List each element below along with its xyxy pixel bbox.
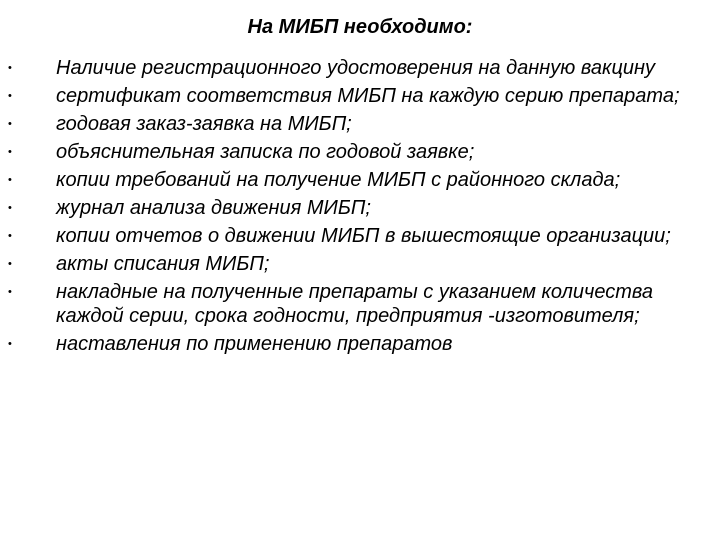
list-item xyxy=(0,56,720,80)
bullet-icon: • xyxy=(8,258,12,270)
list-item-text: наставления по применению препаратов xyxy=(56,333,453,355)
list-item xyxy=(0,224,720,248)
requirements-list xyxy=(0,56,720,356)
bullet-icon: • xyxy=(8,202,12,214)
list-item-text: годовая заказ-заявка на МИБП; xyxy=(56,113,352,135)
bullet-icon: • xyxy=(8,118,12,130)
bullet-icon: • xyxy=(8,230,12,242)
list-item xyxy=(0,140,720,164)
list-item-text: акты списания МИБП; xyxy=(56,253,270,275)
bullet-icon: • xyxy=(8,338,12,350)
list-item-text: сертификат соответствия МИБП на каждую серию препарата; xyxy=(56,85,680,107)
list-item-text: объяснительная записка по годовой заявке; xyxy=(56,141,475,163)
list-item xyxy=(0,196,720,220)
bullet-icon: • xyxy=(8,62,12,74)
list-item xyxy=(0,168,720,192)
list-item xyxy=(0,280,720,328)
list-item xyxy=(0,332,720,356)
page-title: На МИБП необходимо: xyxy=(247,16,473,38)
bullet-icon: • xyxy=(8,146,12,158)
list-item-text: Наличие регистрационного удостоверения на данную вакцину xyxy=(56,57,656,79)
list-item-text: журнал анализа движения МИБП; xyxy=(56,197,371,219)
bullet-icon: • xyxy=(8,174,12,186)
list-item-text: копии отчетов о движении МИБП в вышестоящие организации; xyxy=(56,225,671,247)
list-item-text: накладные на полученные препараты с указанием количества каждой серии, срока годности, предприятия -изготовителя; xyxy=(56,281,654,327)
list-item xyxy=(0,84,720,108)
bullet-icon: • xyxy=(8,90,12,102)
list-item xyxy=(0,112,720,136)
list-item xyxy=(0,252,720,276)
list-item-text: копии требований на получение МИБП с районного склада; xyxy=(56,169,621,191)
bullet-icon: • xyxy=(8,286,12,298)
